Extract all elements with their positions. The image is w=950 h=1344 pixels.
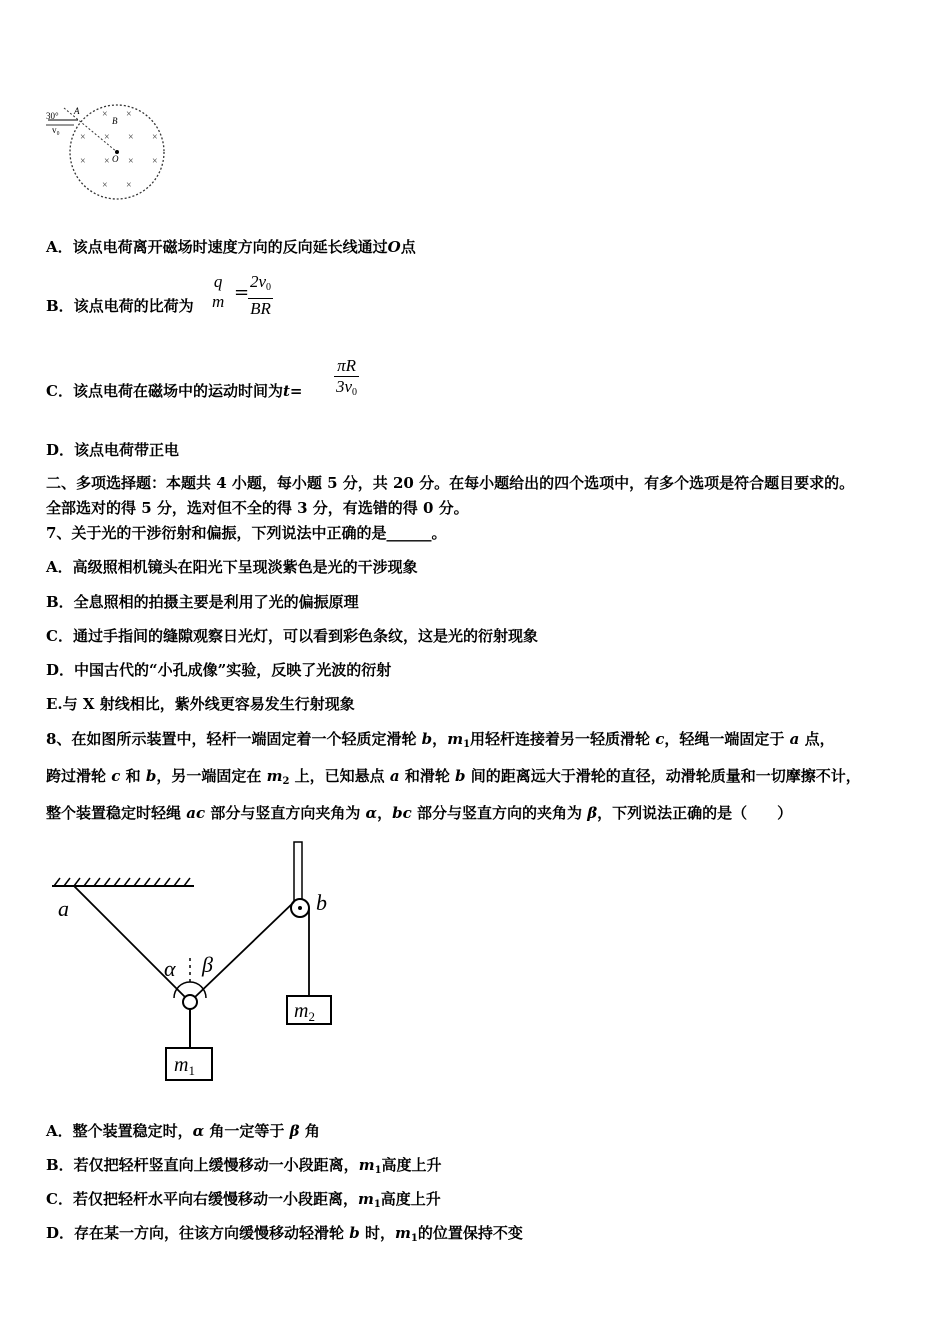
- center-label: O: [112, 154, 119, 164]
- rope-bc: [194, 902, 294, 998]
- label-m2: $m_2$: [294, 1000, 315, 1024]
- q6-option-c-eq: =: [289, 382, 303, 400]
- q6-option-a-suffix: 点: [400, 238, 416, 256]
- light-rod: [294, 842, 302, 904]
- q6-option-b-num: q: [213, 272, 223, 291]
- q6-option-b-eq: =: [234, 282, 250, 303]
- q6-option-b-den2: BR: [248, 298, 273, 319]
- field-x-1: ×: [102, 109, 108, 120]
- q6-option-b: [46, 295, 194, 316]
- q8-option-c: C．若仅把轻杆水平向右缓慢移动一小段距离，$m_1$高度上升: [46, 1190, 441, 1210]
- field-x-2: ×: [126, 109, 132, 120]
- q8-stem-line2: 跨过滑轮 c 和 b，另一端固定在 $m_2$ 上，已知悬点 a 和滑轮 b 间的距离远大于滑轮的直径，动滑轮质量和一切摩擦不计，: [46, 767, 861, 787]
- q6-option-c-prefix: C．该点电荷在磁场中的运动时间为: [46, 382, 283, 400]
- label-alpha: α: [164, 956, 176, 981]
- q6-option-a: [46, 236, 416, 257]
- q6-option-b-den: m: [212, 292, 225, 311]
- q6-option-c: [46, 380, 302, 401]
- field-x-4: ×: [104, 132, 110, 143]
- q7-stem: 7、关于光的干涉衍射和偏振，下列说法中正确的是______。: [46, 524, 447, 542]
- point-b-label: B: [112, 116, 118, 126]
- q6-option-a-var: O: [387, 238, 401, 256]
- trajectory-line: [64, 108, 117, 152]
- point-a-label: A: [74, 106, 80, 116]
- q7-option-b: B．全息照相的拍摄主要是利用了光的偏振原理: [46, 593, 359, 611]
- q7-option-e: E.与 X 射线相比，紫外线更容易发生行射现象: [46, 695, 355, 713]
- q6-option-c-den: $3v_0$: [334, 376, 359, 403]
- q8-option-d: D．存在某一方向，往该方向缓慢移动轻滑轮 b 时，$m_1$的位置保持不变: [46, 1224, 523, 1244]
- angle-label: 30°: [46, 111, 59, 121]
- field-x-11: ×: [102, 180, 108, 191]
- label-beta: β: [202, 952, 213, 977]
- pulley-figure: [44, 838, 364, 1088]
- q8-stem-line3: 整个装置稳定时轻绳 ac 部分与竖直方向夹角为 α，bc 部分与竖直方向的夹角为 β，下列说法正确的是（ ）: [46, 804, 793, 822]
- section2-line1: 二、多项选择题：本题共 4 小题，每小题 5 分，共 20 分。在每小题给出的四个选项中，有多个选项是符合题目要求的。: [46, 474, 855, 492]
- label-b: b: [316, 890, 327, 915]
- field-x-3: ×: [80, 132, 86, 143]
- pulley-b-axle: [298, 906, 302, 910]
- q6-option-c-fraction: [334, 356, 359, 403]
- q6-option-b-prefix: B．该点电荷的比荷为: [46, 297, 194, 315]
- q6-option-a-prefix: A．该点电荷离开磁场时速度方向的反向延长线通过: [46, 238, 388, 256]
- q7-option-a: A．高级照相机镜头在阳光下呈现淡紫色是光的干涉现象: [46, 558, 418, 576]
- q6-option-d: D．该点电荷带正电: [46, 441, 180, 459]
- q7-option-c: C．通过手指间的缝隙观察日光灯，可以看到彩色条纹，这是光的衍射现象: [46, 627, 538, 645]
- section2-line2: 全部选对的得 5 分，选对但不全的得 3 分，有选错的得 0 分。: [46, 499, 469, 517]
- q8-option-b: B．若仅把轻杆竖直向上缓慢移动一小段距离，$m_1$高度上升: [46, 1156, 442, 1176]
- field-x-7: ×: [80, 156, 86, 167]
- q6-option-b-fraction-1: [210, 272, 226, 312]
- q6-option-c-var: t: [282, 382, 290, 400]
- ceiling-hatch: [54, 878, 190, 886]
- q6-option-b-num2: $2v_0$: [250, 272, 272, 293]
- q7-option-d: D．中国古代的“小孔成像”实验，反映了光波的衍射: [46, 661, 392, 679]
- q8-option-a: A．整个装置稳定时，α 角一定等于 β 角: [46, 1122, 320, 1140]
- q8-stem-line1: 8、在如图所示装置中，轻杆一端固定着一个轻质定滑轮 b，$m_1$用轻杆连接着另一轻质滑轮 c，轻绳一端固定于 a 点，: [46, 730, 835, 750]
- field-x-9: ×: [128, 156, 134, 167]
- label-m1: $m_1$: [174, 1054, 195, 1078]
- field-x-12: ×: [126, 180, 132, 191]
- rope-ac: [74, 886, 186, 998]
- field-x-8: ×: [104, 156, 110, 167]
- velocity-label: v₀: [52, 125, 60, 135]
- field-x-6: ×: [152, 132, 158, 143]
- q6-option-b-fraction-2: [248, 272, 273, 319]
- q6-option-c-num: πR: [337, 356, 356, 375]
- pulley-c: [183, 995, 197, 1009]
- field-x-10: ×: [152, 156, 158, 167]
- field-x-5: ×: [128, 132, 134, 143]
- label-a: a: [58, 896, 69, 921]
- magnetic-field-figure: [44, 100, 174, 200]
- field-markers: [80, 109, 158, 191]
